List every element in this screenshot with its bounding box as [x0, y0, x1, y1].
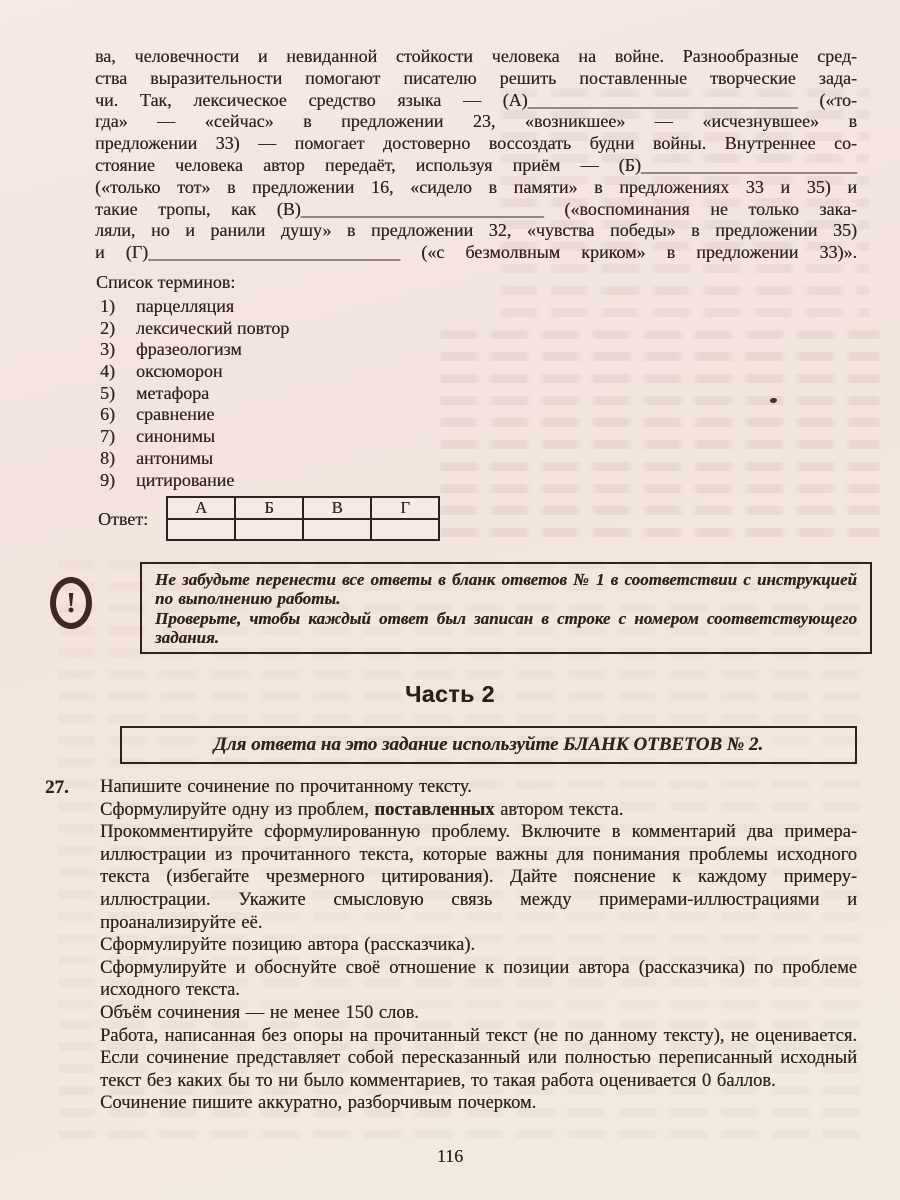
answer-table [166, 496, 440, 541]
task27-paragraph-8: Сочинение пишите аккуратно, разборчивым почерком. [100, 1093, 537, 1114]
paragraph-line: ства выразительности помогают писателю решить поставленные творческие зада- [95, 67, 857, 88]
term-number: 4) [100, 361, 115, 382]
term-item [100, 296, 289, 318]
task27-paragraph-2 [100, 799, 857, 822]
term-number: 3) [100, 339, 115, 360]
task27-paragraph-4: Сформулируйте позицию автора (рассказчика). [100, 935, 475, 956]
answer-sheet-instruction-box [120, 726, 857, 764]
exclamation-icon [50, 577, 92, 629]
paragraph-line: гда» — «сейчас» в предложении 23, «возникшее» — «исчезнувшее» в [95, 111, 857, 132]
paragraph-line: стояние человека автор передаёт, используя приём — (Б)________________________ [95, 154, 857, 175]
term-label: лексический повтор [136, 317, 290, 338]
notice-line-2: Проверьте, чтобы каждый ответ был записан в строке с номером соответствующего задания. [155, 608, 857, 647]
term-number: 8) [100, 447, 115, 468]
term-label: сравнение [136, 404, 215, 425]
answer-cell-g[interactable] [371, 519, 439, 540]
part2-heading: Часть 2 [405, 681, 495, 707]
answer-column-header: В [303, 497, 371, 519]
answer-cell-a[interactable] [167, 519, 235, 540]
terms-list [100, 296, 289, 491]
important-notice [50, 562, 872, 654]
answer-cell-b[interactable] [235, 519, 303, 540]
notice-line-1: Не забудьте перенести все ответы в бланк ответов № 1 в соответствии с инструкцией по выполнению работы. [155, 570, 857, 609]
bleedthrough-texture [440, 330, 880, 545]
term-number: 6) [100, 404, 115, 425]
paragraph-line: ляли, но и ранили душу» в предложении 32, «чувства победы» в предложении 35) [95, 220, 857, 241]
paragraph-line: предложении 33) — помогает достоверно воссоздать будни войны. Внутреннее со- [95, 133, 857, 154]
answer-column-header: Б [235, 497, 303, 519]
term-label: парцелляция [136, 296, 235, 316]
task27-p2-bold: поставленных [374, 799, 495, 820]
task27 [45, 776, 857, 1115]
term-number: 2) [100, 317, 115, 338]
task27-p2-pre: Сформулируйте одну из проблем, [100, 799, 375, 820]
term-label: фразеологизм [136, 339, 242, 360]
terms-list-title: Список терминов: [96, 272, 236, 292]
term-label: синонимы [136, 426, 216, 447]
term-item [100, 470, 289, 492]
answer-cell-v[interactable] [303, 519, 371, 540]
task27-paragraph-5: Сформулируйте и обоснуйте своё отношение к позиции автора (рассказчика) по проблеме исходного текста. [100, 957, 857, 1001]
term-item [100, 426, 289, 448]
notice-box [140, 562, 872, 654]
task26-analysis-paragraph [95, 46, 857, 264]
answer-block [98, 496, 440, 541]
task27-number: 27. [45, 777, 69, 798]
term-label: цитирование [136, 469, 235, 490]
paragraph-line: ва, человечности и невиданной стойкости человека на войне. Разнообразные сред- [95, 46, 857, 66]
term-number: 7) [100, 426, 115, 447]
task27-paragraph-1: Напишите сочинение по прочитанному тексту. [100, 777, 472, 797]
task27-paragraph-3: Прокомментируйте сформулированную проблему. Включите в комментарий два примера-иллюстрации из прочитанного текста, которые важны для понимания проблемы исходного текста (избегайте чрезмерного цитирования). Дайте пояснение к каждому примеру-иллюстрации. Укажите смысловую связь между примерами-иллюстрациями и проанализируйте её. [100, 822, 857, 933]
scan-speck [770, 398, 777, 403]
term-item [100, 318, 289, 340]
answer-header-row [167, 497, 439, 519]
paragraph-line: такие тропы, как (В)___________________________ («воспоминания не только зака- [95, 198, 857, 219]
task27-p2-post: автором текста. [494, 799, 624, 820]
term-item [100, 339, 289, 361]
answer-column-header: Г [371, 497, 439, 519]
term-label: оксюморон [136, 361, 223, 382]
term-label: антонимы [136, 447, 214, 468]
answer-input-row [167, 519, 439, 540]
task27-paragraph-6: Объём сочинения — не менее 150 слов. [100, 1002, 419, 1023]
exclamation-glyph: ! [66, 587, 76, 619]
term-label: метафора [136, 382, 210, 403]
term-number: 9) [100, 469, 115, 490]
term-item [100, 404, 289, 426]
term-item [100, 448, 289, 470]
term-item [100, 383, 289, 405]
page-number: 116 [436, 1146, 464, 1166]
task27-paragraph-7: Работа, написанная без опоры на прочитанный текст (не по данному тексту), не оценивается. Если сочинение представляет собой пересказанный или полностью переписанный исходный текст без каких бы то ни было комментариев, то такая работа оценивается 0 баллов. [100, 1025, 857, 1091]
paragraph-line: («только тот» в предложении 16, «сидело в памяти» в предложениях 33 и 35) и [95, 176, 857, 197]
answer-column-header: А [167, 497, 235, 519]
term-item [100, 361, 289, 383]
paragraph-line: и (Г)____________________________ («с безмолвным криком» в предложении 33)». [95, 242, 857, 263]
answer-label: Ответ: [98, 509, 149, 529]
term-number: 1) [100, 296, 115, 316]
answer-sheet-instruction: Для ответа на это задание используйте БЛАНК ОТВЕТОВ № 2. [213, 734, 764, 755]
paragraph-line: чи. Так, лексическое средство языка — (А)______________________________ («то- [95, 89, 857, 110]
term-number: 5) [100, 382, 115, 403]
